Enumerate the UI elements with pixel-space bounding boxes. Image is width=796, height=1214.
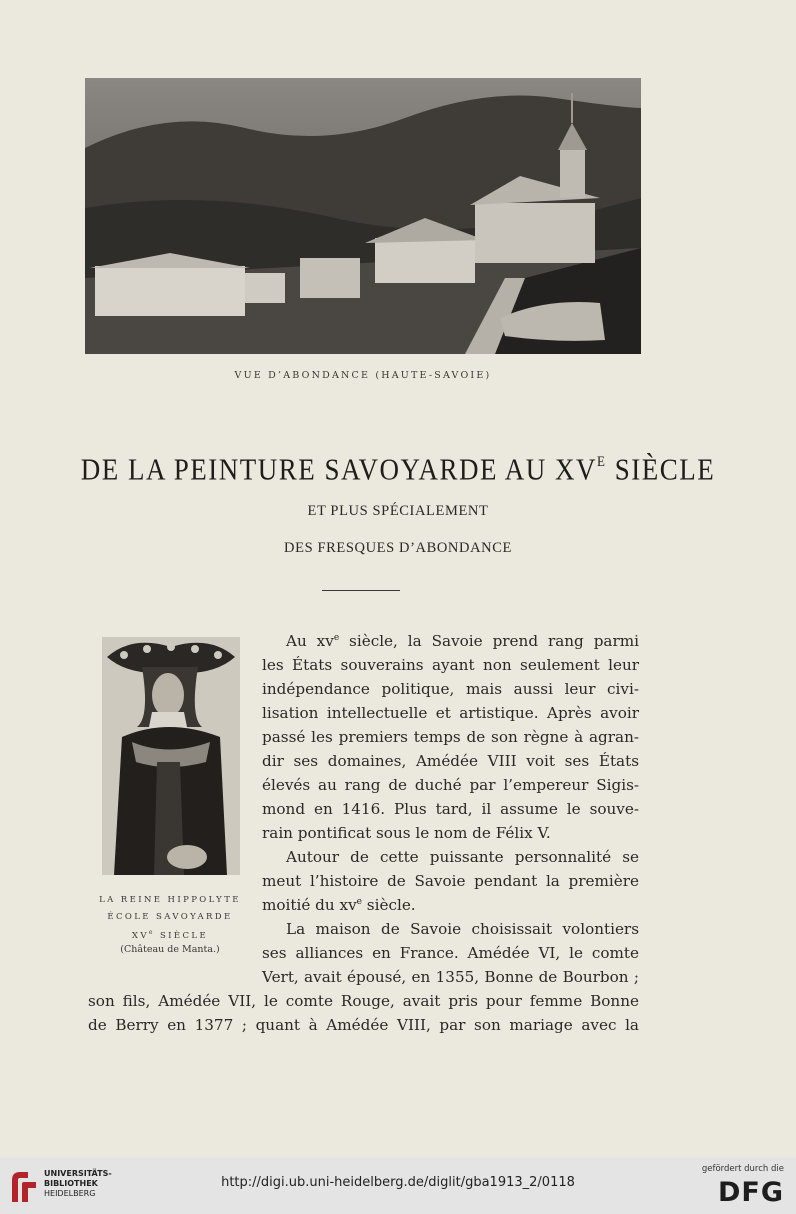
portrait-caption-title: LA REINE HIPPOLYTE <box>99 895 241 905</box>
text-line: La maison de Savoie choisissait volontiers <box>286 920 639 938</box>
text-line: élevés au rang de duché par l’empereur Sigis- <box>262 776 639 794</box>
text-line: lisation intellectuelle et artistique. Après avoir <box>262 704 639 722</box>
text-line: mond en 1416. Plus tard, il assume le souve- <box>262 800 639 818</box>
photo-caption: VUE D’ABONDANCE (HAUTE-SAVOIE) <box>234 370 492 381</box>
text-line: de Berry en 1377 ; quant à Amédée VIII, par son mariage avec la <box>88 1016 639 1034</box>
article-subtitle-1: ET PLUS SPÉCIALEMENT <box>307 503 489 519</box>
text-line: les États souverains ayant non seulement leur <box>262 656 639 674</box>
article-subtitle-2: DES FRESQUES D’ABONDANCE <box>284 540 512 556</box>
text-line: dir ses domaines, Amédée VIII voit ses États <box>262 752 639 770</box>
text-line: son fils, Amédée VII, le comte Rouge, avait pris pour femme Bonne <box>88 992 639 1010</box>
university-library-name[interactable]: UNIVERSITÄTS- BIBLIOTHEK HEIDELBERG <box>44 1169 112 1198</box>
text-line: moitié du $xv^e$ siècle. <box>262 896 416 915</box>
article-title: DE LA PEINTURE SAVOYARDE AU $XV^E$ SIÈCLE <box>80 452 716 487</box>
text-line: ses alliances en France. Amédée VI, le comte <box>262 944 639 962</box>
portrait-caption-location: (Château de Manta.) <box>120 944 220 955</box>
dfg-logo[interactable]: DFG <box>717 1177 784 1208</box>
text-line: Autour de cette puissante personnalité se <box>286 848 639 866</box>
text-line: rain pontificat sous le nom de Félix V. <box>262 824 551 842</box>
text-line: Vert, avait épousé, en 1355, Bonne de Bourbon ; <box>262 968 639 986</box>
funding-label: gefördert durch die <box>701 1164 784 1174</box>
abondance-photograph <box>85 78 641 354</box>
viewer-footer <box>0 1158 796 1214</box>
portrait-caption-century: XVe SIÈCLE <box>131 929 209 941</box>
title-divider <box>322 590 400 591</box>
text-line: meut l’histoire de Savoie pendant la première <box>262 872 639 890</box>
portrait-caption-school: ÉCOLE SAVOYARDE <box>107 912 233 922</box>
page-url[interactable]: http://digi.ub.uni-heidelberg.de/diglit/gba1913_2/0118 <box>221 1175 575 1190</box>
portrait-queen-hippolyte <box>102 637 240 875</box>
text-line: Au $xv^e$ siècle, la Savoie prend rang parmi <box>286 632 639 651</box>
text-line: passé les premiers temps de son règne à agran- <box>262 728 639 746</box>
text-line: indépendance politique, mais aussi leur civi- <box>262 680 639 698</box>
